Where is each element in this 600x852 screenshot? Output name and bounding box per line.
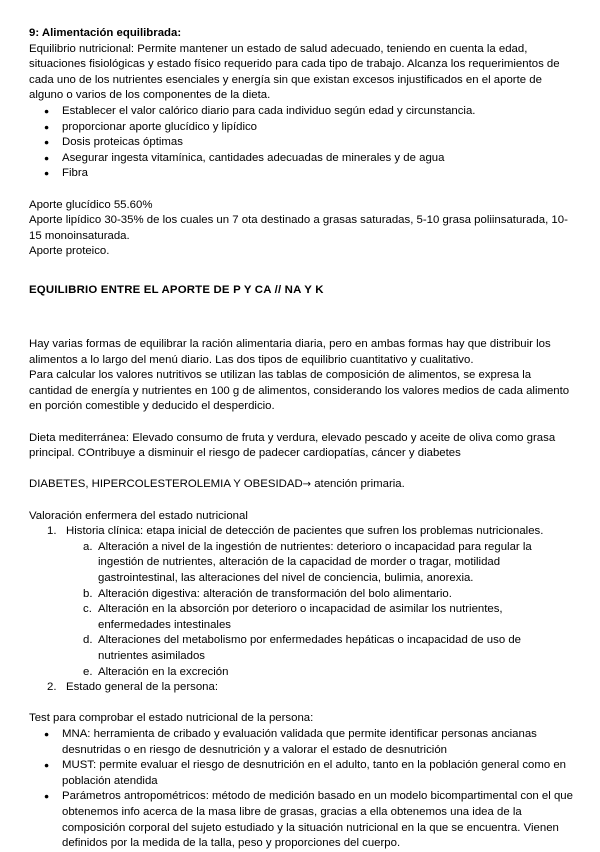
list-item-text: Alteraciones del metabolismo por enfermedades hepáticas o incapacidad de uso de nutrientes asimilados xyxy=(98,634,521,662)
document-page xyxy=(29,26,574,852)
paragraph-formas: Hay varias formas de equilibrar la ración alimentaria diaria, pero en ambas formas hay que distribuir los alimentos a lo largo del menú diario. Las dos tipos de equilibrio cuantitativo y cualitativo. xyxy=(29,338,551,366)
spacer xyxy=(29,182,574,198)
diabetes-target: atención primaria. xyxy=(311,478,405,491)
spacer xyxy=(29,299,574,322)
list-item: ● MUST: permite evaluar el riesgo de desnutrición en el adulto, tanto en la población general como en población atendida xyxy=(29,758,574,789)
valoracion-title: Valoración enfermera del estado nutricional xyxy=(29,509,248,522)
list-item-text: Alteración a nivel de la ingestión de nutrientes: deterioro o incapacidad para regular la ingestión de nutrientes, alteración de la capacidad de morder o tragar, motilidad gastrointestinal, las alteraciones del nivel de conciencia, bulimia, anorexia. xyxy=(98,540,532,584)
tests-list xyxy=(29,727,574,852)
aporte-lipidico: Aporte lipídico 30-35% de los cuales un 7 ota destinado a grasas saturadas, 5-10 grasa poliinsaturada, 10-15 monoinsaturada. xyxy=(29,214,568,242)
list-number: 2. xyxy=(47,681,57,694)
list-item: ● Dosis proteicas óptimas xyxy=(29,135,574,151)
list-item xyxy=(29,680,574,696)
list-item xyxy=(29,524,574,680)
spacer xyxy=(29,462,574,478)
list-item: ● Asegurar ingesta vitamínica, cantidades adecuadas de minerales y de agua xyxy=(29,151,574,167)
list-item-text: Alteración en la excreción xyxy=(98,665,229,678)
list-item: ● Fibra xyxy=(29,166,574,182)
list-item xyxy=(29,602,574,633)
list-item: ● proporcionar aporte glucídico y lipídico xyxy=(29,120,574,136)
list-item-text: Estado general de la persona: xyxy=(66,681,218,694)
goals-list xyxy=(29,104,574,182)
list-item xyxy=(29,587,574,603)
list-item xyxy=(29,633,574,664)
aporte-glucidico: Aporte glucídico 55.60% xyxy=(29,198,153,211)
paragraph-dieta: Dieta mediterránea: Elevado consumo de fruta y verdura, elevado pescado y aceite de oliva como grasa principal. COntribuye a disminuir el riesgo de padecer cardiopatías, cáncer y diabetes xyxy=(29,431,556,460)
spacer xyxy=(29,322,574,338)
aporte-proteico: Aporte proteico. xyxy=(29,245,110,258)
spacer xyxy=(29,415,574,431)
paragraph-calcular: Para calcular los valores nutritivos se utilizan las tablas de composición de alimentos, se expresa la cantidad de energía y nutrientes en 100 g de alimentos, considerando los valores medios de cada alimento en porción comestible y deducido el desperdicio. xyxy=(29,369,570,413)
test-title: Test para comprobar el estado nutricional de la persona: xyxy=(29,712,314,725)
intro-paragraph: Equilibrio nutricional: Permite mantener un estado de salud adecuado, teniendo en cuenta la edad, situaciones fisiológicas y estado físico requerido para cada tipo de trabajo. Alcanza los requerimientos de cada uno de los nutrientes esenciales y energía sin que existan excesos injustificados en el aporte de alguno o varios de los componentes de la dieta. xyxy=(29,42,560,102)
list-item-text: Alteración en la absorción por deterioro o incapacidad de asimilar los nutrientes, enfermedades intestinales xyxy=(98,603,503,631)
list-number: 1. xyxy=(47,525,57,538)
list-item: ● MNA: herramienta de cribado y evaluación validada que permite identificar personas ancianas desnutridas o en riesgo de desnutrición y a valorar el estado de desnutrición xyxy=(29,727,574,758)
list-item: ● Establecer el valor calórico diario para cada individuo según edad y circunstancia. xyxy=(29,104,574,120)
spacer xyxy=(29,260,574,283)
list-letter: a. xyxy=(83,540,93,553)
spacer xyxy=(29,493,574,509)
list-letter: b. xyxy=(83,587,93,600)
list-letter: c. xyxy=(83,603,92,616)
list-item: ● Parámetros antropométricos: método de medición basado en un modelo bicompartimental con el que obtenemos info acerca de la masa libre de grasas, gracias a ella obtenemos una idea de la composición corporal del sujeto estudiado y la situación nutricional en la que se encuentra. Vienen definidos por la medida de la talla, peso y proporciones del cuerpo. xyxy=(29,789,574,851)
list-item-text: Historia clínica: etapa inicial de detección de pacientes que sufren los problemas nutricionales. xyxy=(66,525,544,538)
sub-list xyxy=(66,540,574,680)
list-letter: d. xyxy=(83,634,93,647)
diabetes-line xyxy=(29,477,574,493)
list-letter: e. xyxy=(83,665,93,678)
list-item-text: Alteración digestiva: alteración de transformación del bolo alimentario. xyxy=(98,587,452,600)
list-item xyxy=(29,665,574,681)
diabetes-conditions: DIABETES, HIPERCOLESTEROLEMIA Y OBESIDAD xyxy=(29,478,303,491)
list-item xyxy=(29,540,574,587)
section-title: 9: Alimentación equilibrada: xyxy=(29,27,182,39)
heading-equilibrio: EQUILIBRIO ENTRE EL APORTE DE P Y CA // NA Y K xyxy=(29,283,324,296)
arrow-right-icon: → xyxy=(302,479,312,491)
valoracion-list xyxy=(29,524,574,696)
spacer xyxy=(29,696,574,712)
